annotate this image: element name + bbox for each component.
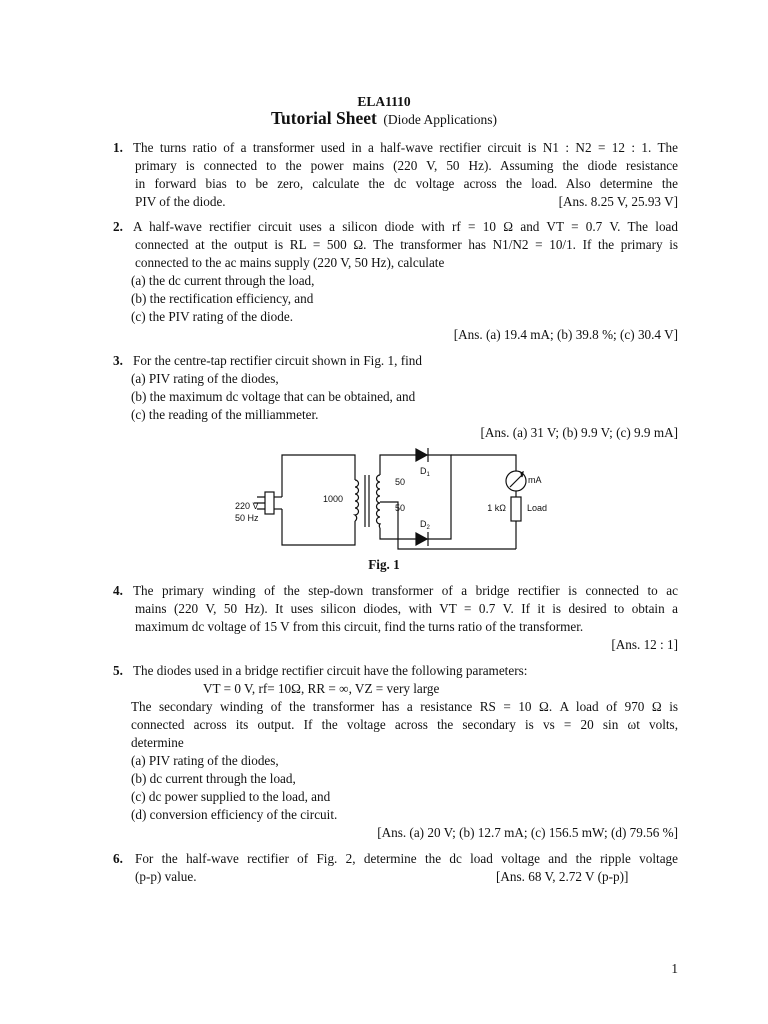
diode-1-label: $D_1$ [420,466,430,478]
question-4-number: 4. [113,583,123,598]
question-4-line-1: The primary winding of the step-down transformer of a bridge rectifier is connected to ac [133,583,678,598]
question-2-part-c: (c) the PIV rating of the diode. [131,309,293,324]
question-5-part-d: (d) conversion efficiency of the circuit. [131,807,338,822]
question-2-number: 2. [113,219,123,234]
question-5-line-4: determine [131,735,184,750]
question-5-params: VT = 0 V, rf= 10Ω, RR = ∞, VZ = very large [203,681,440,696]
centre-tap-rectifier-diagram [230,445,550,557]
title-subtitle: (Diode Applications) [383,112,498,127]
question-2-part-b: (b) the rectification efficiency, and [131,291,314,306]
source-frequency-label: 50 Hz [235,513,259,523]
question-6-answer: [Ans. 68 V, 2.72 V (p-p)] [496,869,629,884]
load-label: Load [527,503,548,513]
question-2-part-a: (a) the dc current through the load, [131,273,315,288]
question-4-answer: [Ans. 12 : 1] [611,637,678,652]
page-title [0,110,768,129]
question-3-answer: [Ans. (a) 31 V; (b) 9.9 V; (c) 9.9 mA] [480,425,678,440]
diode-2-label: $D_2$ [420,519,430,531]
question-3-number: 3. [113,353,123,368]
resistor-value-label: 1 kΩ [487,503,506,513]
question-1-answer: [Ans. 8.25 V, 25.93 V] [558,194,678,209]
secondary-bottom-turns-label: 50 [395,503,406,513]
question-1-line-4: PIV of the diode. [135,194,226,209]
question-2-line-2: connected at the output is RL = 500 Ω. The transformer has N1/N2 = 10/1. If the primary is [135,237,678,252]
secondary-top-turns-label: 50 [395,477,406,487]
course-code: ELA1110 [357,94,411,109]
source-voltage-label: 220 V [235,501,259,511]
primary-turns-label: 1000 [322,494,343,504]
question-3-part-a: (a) PIV rating of the diodes, [131,371,279,386]
question-5-answer: [Ans. (a) 20 V; (b) 12.7 mA; (c) 156.5 mW; (d) 79.56 %] [377,825,678,840]
question-5-part-a: (a) PIV rating of the diodes, [131,753,279,768]
question-5-line-2: The secondary winding of the transformer has a resistance RS = 10 Ω. A load of 970 Ω is [131,699,678,714]
question-3-part-b: (b) the maximum dc voltage that can be obtained, and [131,389,416,404]
question-5-part-c: (c) dc power supplied to the load, and [131,789,331,804]
question-6-line-1: For the half-wave rectifier of Fig. 2, determine the dc load voltage and the ripple voltage [135,851,678,866]
question-3-part-c: (c) the reading of the milliammeter. [131,407,319,422]
question-2-answer: [Ans. (a) 19.4 mA; (b) 39.8 %; (c) 30.4 V] [453,327,678,342]
question-2-line-1: A half-wave rectifier circuit uses a silicon diode with rf = 10 Ω and VT = 0.7 V. The load [133,219,678,234]
title-text: Tutorial Sheet [270,108,377,128]
figure-1-caption: Fig. 1 [368,557,400,572]
question-1-line-2: primary is connected to the power mains (220 V, 50 Hz). Assuming the diode resistance [135,158,678,173]
question-1-line-3: in forward bias to be zero, calculate the dc voltage across the load. Also determine the [135,176,678,191]
question-3-line-1: For the centre-tap rectifier circuit shown in Fig. 1, find [133,353,422,368]
question-6-line-2: (p-p) value. [135,869,197,884]
question-5-number: 5. [113,663,123,678]
question-1-line-1: The turns ratio of a transformer used in a half-wave rectifier circuit is N1 : N2 = 12 : 1. The [133,140,678,155]
question-1-number: 1. [113,140,123,155]
page-number: 1 [671,961,678,976]
question-5-line-1: The diodes used in a bridge rectifier circuit have the following parameters: [133,663,528,678]
question-5-part-b: (b) dc current through the load, [131,771,296,786]
question-4-line-3: maximum dc voltage of 15 V from this circuit, find the turns ratio of the transformer. [135,619,584,634]
question-2-line-3: connected to the ac mains supply (220 V, 50 Hz), calculate [135,255,445,270]
question-4-line-2: mains (220 V, 50 Hz). It uses silicon diodes, with VT = 0.7 V. If it is desired to obtain a [135,601,678,616]
question-6-number: 6. [113,851,123,866]
milliammeter-label: mA [528,475,542,485]
question-5-line-3: connected across its output. If the voltage across the secondary is vs = 20 sin ωt volts, [131,717,678,732]
